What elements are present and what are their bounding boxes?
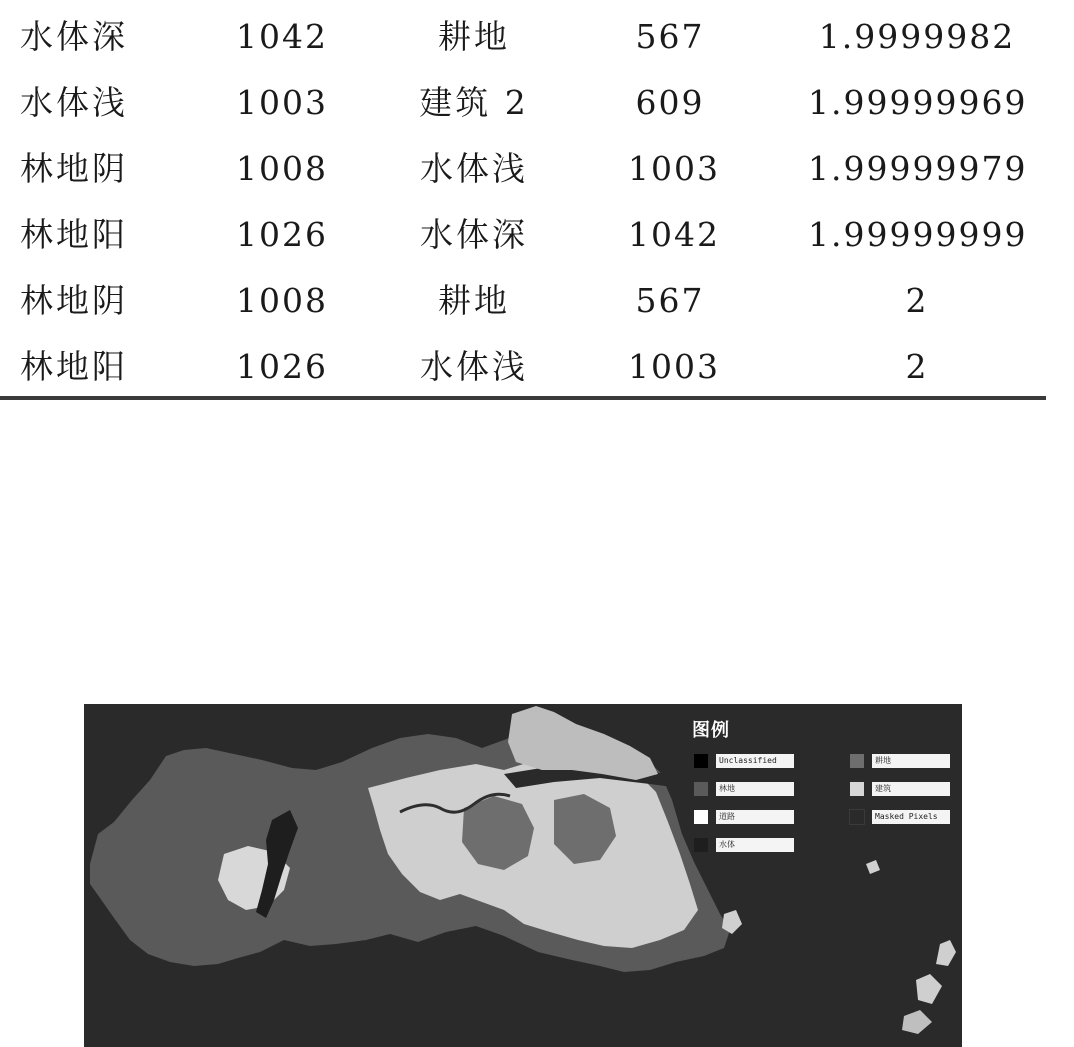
pixels-a-cell: 1026: [236, 215, 328, 254]
pixels-b-cell: 1003: [628, 149, 720, 188]
class-b-cell: 水体浅: [420, 347, 528, 386]
pixels-b-cell: 567: [635, 17, 705, 56]
class-a-cell: 水体深: [20, 17, 128, 56]
table-row: [0, 70, 1046, 136]
class-a-cell: 林地阳: [20, 347, 128, 386]
pixels-b-cell: 1003: [628, 347, 720, 386]
pixels-b-cell: 609: [635, 83, 705, 122]
pixels-b-cell: 567: [635, 281, 705, 320]
island-small: [936, 940, 956, 966]
class-a-cell: 水体浅: [20, 83, 128, 122]
legend-label: 建筑: [872, 782, 950, 796]
legend-label: Unclassified: [716, 754, 794, 768]
island-small: [902, 1010, 932, 1034]
island-small: [916, 974, 942, 1004]
class-b-cell: 水体浅: [420, 149, 528, 188]
separability-cell: 1.99999999: [808, 215, 1028, 254]
pixels-a-cell: 1042: [236, 17, 328, 56]
legend-label: 耕地: [872, 754, 950, 768]
legend-swatch: [694, 782, 708, 796]
table-row: [0, 136, 1046, 202]
class-b-cell: 建筑 2: [419, 83, 529, 122]
pixels-a-cell: 1003: [236, 83, 328, 122]
class-b-cell: 水体深: [420, 215, 528, 254]
legend-label: Masked Pixels: [872, 810, 950, 824]
class-a-cell: 林地阴: [20, 149, 128, 188]
table-row: [0, 4, 1046, 70]
legend-swatch: [694, 838, 708, 852]
legend-swatch: [694, 754, 708, 768]
table-row: [0, 334, 1046, 400]
class-a-cell: 林地阴: [20, 281, 128, 320]
class-a-cell: 林地阳: [20, 215, 128, 254]
legend-swatch: [850, 754, 864, 768]
pixels-a-cell: 1008: [236, 149, 328, 188]
class-b-cell: 耕地: [438, 17, 510, 56]
island-small: [866, 860, 880, 874]
pixels-a-cell: 1008: [236, 281, 328, 320]
separability-cell: 1.9999982: [818, 17, 1016, 56]
legend-title: 图例: [692, 720, 730, 741]
separability-cell: 2: [905, 347, 929, 386]
legend-swatch: [850, 782, 864, 796]
legend-swatch: [694, 810, 708, 824]
classification-map: [84, 704, 962, 1047]
separability-cell: 1.99999979: [808, 149, 1028, 188]
legend-swatch: [850, 810, 864, 824]
legend-label: 林地: [716, 782, 794, 796]
legend-label: 道路: [716, 810, 794, 824]
table-row: [0, 202, 1046, 268]
legend-label: 水体: [716, 838, 794, 852]
pixels-a-cell: 1026: [236, 347, 328, 386]
pixels-b-cell: 1042: [628, 215, 720, 254]
separability-cell: 2: [905, 281, 929, 320]
separability-cell: 1.99999969: [808, 83, 1028, 122]
map-image: [84, 704, 962, 1047]
table-bottom-rule: [0, 396, 1046, 400]
class-b-cell: 耕地: [438, 281, 510, 320]
table-row: [0, 268, 1046, 334]
